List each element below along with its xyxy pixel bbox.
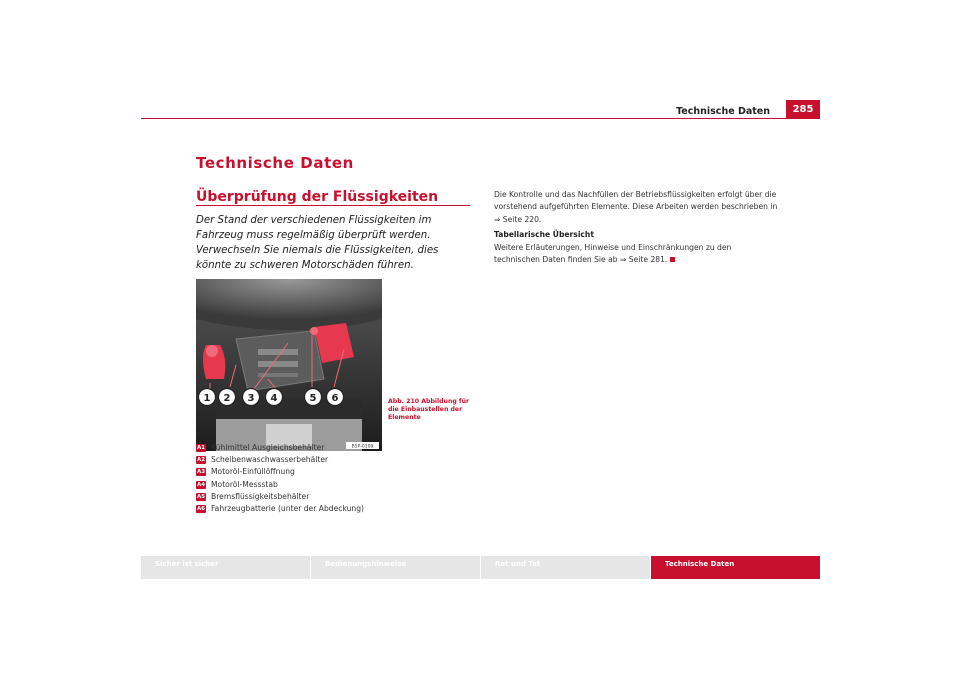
- legend-badge: A2: [196, 457, 206, 464]
- footer-tab-sicher[interactable]: Sicher ist sicher: [141, 556, 311, 579]
- subheading: Tabellarische Übersicht: [494, 230, 594, 240]
- legend-text: Kühlmittel Ausgleichsbehälter: [211, 443, 325, 453]
- intro-text: Der Stand der verschiedenen Flüssigkeiten im Fahrzeug muss regelmäßig überprüft werden. Verwechseln Sie niemals die Flüssigkeiten, dies könnte zu schweren Motorschäden führen.: [196, 215, 439, 271]
- footer-tab-bedienung[interactable]: Bedienungshinweise: [311, 556, 481, 579]
- callout-2-label: 2: [223, 393, 231, 404]
- legend-badge: A6: [196, 506, 206, 513]
- header-rule: [141, 118, 820, 119]
- body-paragraph-2-text: Weitere Erläuterungen, Hinweise und Einschränkungen zu den technischen Daten finden Sie ab ⇒ Seite 281.: [494, 242, 732, 265]
- section-rule: [196, 205, 470, 206]
- right-column: [494, 189, 779, 266]
- running-header-title: Technische Daten: [676, 106, 770, 117]
- legend-item: [196, 491, 364, 503]
- section-title: Überprüfung der Flüssigkeiten: [196, 189, 439, 205]
- chapter-title: Technische Daten: [196, 154, 354, 172]
- footer-tab-technische-daten[interactable]: Technische Daten: [651, 556, 820, 579]
- legend-badge: A5: [196, 493, 206, 500]
- figure-code: B5P-0109: [351, 444, 374, 450]
- footer-nav: [141, 556, 820, 579]
- callout-4-label: 4: [270, 393, 278, 404]
- legend-badge: A3: [196, 469, 206, 476]
- component-legend: [196, 442, 364, 515]
- page-number: 285: [786, 100, 820, 119]
- body-paragraph-1: Die Kontrolle und das Nachfüllen der Betriebsflüssigkeiten erfolgt über die vorstehend aufgeführten Elemente. Diese Arbeiten werden beschrieben in ⇒ Seite 220.: [494, 190, 778, 224]
- end-mark-icon: [670, 257, 675, 262]
- legend-item: [196, 454, 364, 466]
- legend-text: Bremsflüssigkeitsbehälter: [211, 491, 310, 501]
- legend-text: Scheibenwaschwasserbehälter: [211, 455, 329, 465]
- callout-6-label: 6: [331, 393, 339, 404]
- engine-bay-photo: [196, 279, 382, 451]
- callout-5-label: 5: [309, 393, 317, 404]
- legend-text: Fahrzeugbatterie (unter der Abdeckung): [211, 504, 365, 514]
- callout-1-label: 1: [203, 393, 211, 404]
- figure-caption: Abb. 210 Abbildung für die Einbaustellen der Elemente: [388, 398, 470, 421]
- body-paragraph-2: [494, 242, 779, 267]
- legend-text: Motoröl-Messstab: [211, 479, 278, 489]
- legend-item: [196, 442, 364, 454]
- callout-3-label: 3: [247, 393, 255, 404]
- legend-item: [196, 503, 364, 515]
- legend-text: Motoröl-Einfüllöffnung: [211, 467, 295, 477]
- legend-badge: A1: [196, 445, 206, 452]
- legend-badge: A4: [196, 481, 206, 488]
- footer-tab-rat-und-tat[interactable]: Rat und Tat: [481, 556, 651, 579]
- legend-item: [196, 479, 364, 491]
- legend-item: [196, 466, 364, 478]
